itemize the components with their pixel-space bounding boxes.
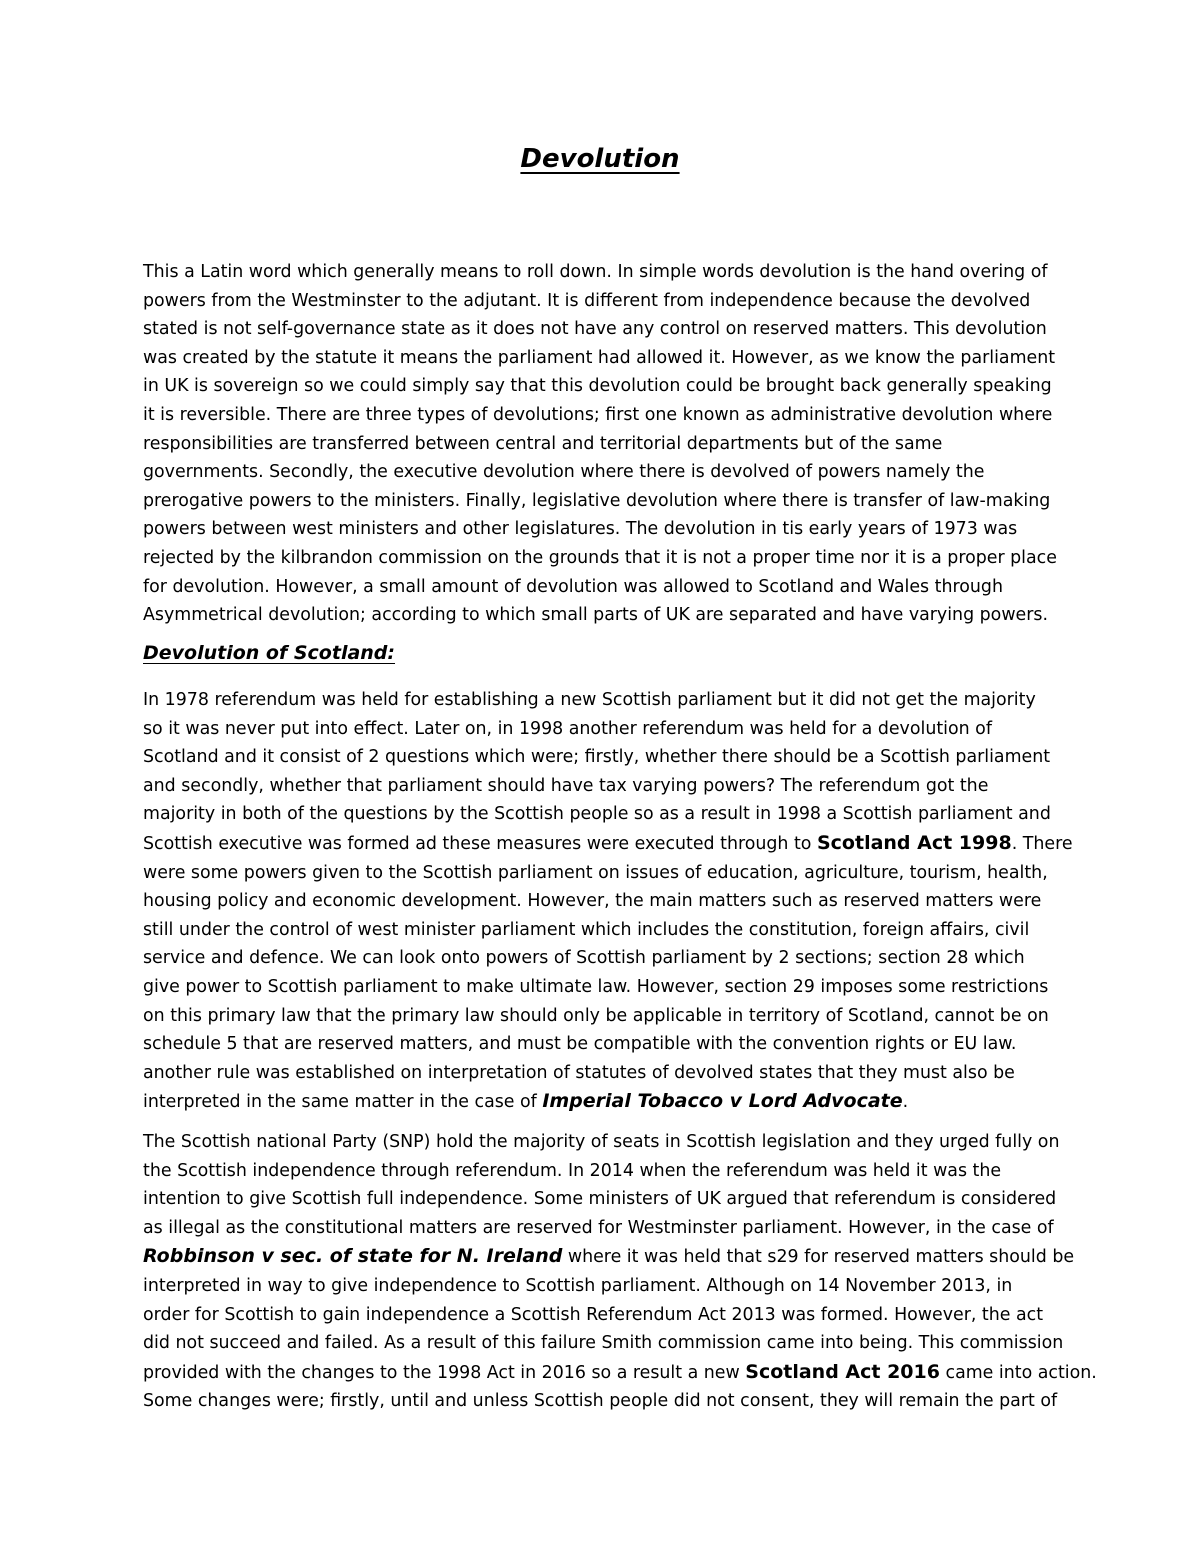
case-reference: Imperial Tobacco v Lord Advocate (542, 1090, 903, 1113)
paragraph-line: The Scottish national Party (SNP) hold the majority of seats in Scottish legislation and they urged fully on (143, 1132, 1060, 1152)
paragraph-line: In 1978 referendum was held for establishing a new Scottish parliament but it did not get the majority (143, 690, 1036, 710)
paragraph-line: was created by the statute it means the parliament had allowed it. However, as we know the parliament (143, 347, 1056, 368)
paragraph-line: were some powers given to the Scottish parliament on issues of education, agriculture, tourism, health, (143, 862, 1048, 883)
paragraph-line: powers between west ministers and other legislatures. The devolution in tis early years of 1973 was (143, 519, 1018, 540)
case-reference: Robbinson v sec. of state for N. Ireland (143, 1245, 563, 1268)
paragraph-line: intention to give Scottish full independence. Some ministers of UK argued that referendum is considered (143, 1189, 1057, 1210)
line-text: . There (1011, 833, 1073, 854)
line-text: provided with the changes to the 1998 Act in 2016 so a result a new (143, 1362, 746, 1383)
paragraph-line: This a Latin word which generally means to roll down. In simple words devolution is the hand overing of (143, 262, 1048, 282)
paragraph-line: so it was never put into effect. Later on, in 1998 another referendum was held for a devolution of (143, 718, 992, 739)
line-text: interpreted in the same matter in the case of (143, 1092, 543, 1113)
paragraph-line: another rule was established on interpretation of statutes of devolved states that they must also be (143, 1062, 1015, 1083)
line-text: came into action. (939, 1362, 1097, 1383)
snp-paragraph (143, 1128, 1097, 1416)
paragraph-line: in UK is sovereign so we could simply say that this devolution could be brought back generally speaking (143, 376, 1052, 397)
statute-reference: Scotland Act 2016 (745, 1360, 940, 1383)
paragraph-line (143, 1242, 1075, 1272)
paragraph-line: stated is not self-governance state as it does not have any control on reserved matters. This devolution (143, 319, 1047, 340)
paragraph-line (143, 829, 1073, 859)
intro-paragraph (143, 258, 1063, 630)
paragraph-line (143, 1087, 1063, 1117)
paragraph-line: Asymmetrical devolution; according to which small parts of UK are separated and have varying powers. (143, 605, 1048, 626)
paragraph-line: and secondly, whether that parliament should have tax varying powers? The referendum got the (143, 775, 989, 796)
line-text: where it was held that s29 for reserved matters should be (562, 1247, 1075, 1268)
paragraph-line (143, 1358, 1097, 1388)
paragraph-line: give power to Scottish parliament to make ultimate law. However, section 29 imposes some restrictions (143, 976, 1049, 997)
line-text: Scottish executive was formed ad these measures were executed through to (143, 833, 817, 854)
paragraph-line: prerogative powers to the ministers. Finally, legislative devolution where there is transfer of law-making (143, 490, 1051, 511)
scotland-paragraph (143, 686, 1073, 1117)
paragraph-line: order for Scottish to gain independence a Scottish Referendum Act 2013 was formed. However, the act (143, 1304, 1044, 1325)
paragraph-line: Some changes were; firstly, until and unless Scottish people did not consent, they will remain the part of (143, 1391, 1058, 1412)
paragraph-line: it is reversible. There are three types of devolutions; first one known as administrative devolution where (143, 404, 1053, 425)
paragraph-line: powers from the Westminster to the adjutant. It is different from independence because the devolved (143, 290, 1031, 311)
section-heading-scotland: Devolution of Scotland: (143, 642, 396, 664)
paragraph-line: still under the control of west minister parliament which includes the constitution, foreign affairs, civil (143, 919, 1030, 940)
paragraph-line: the Scottish independence through referendum. In 2014 when the referendum was held it was the (143, 1160, 1002, 1181)
paragraph-line: majority in both of the questions by the Scottish people so as a result in 1998 a Scottish parliament and (143, 804, 1051, 825)
paragraph-line: service and defence. We can look onto powers of Scottish parliament by 2 sections; section 28 which (143, 948, 1025, 969)
paragraph-line: on this primary law that the primary law should only be applicable in territory of Scotland, cannot be on (143, 1005, 1049, 1026)
paragraph-line: for devolution. However, a small amount of devolution was allowed to Scotland and Wales through (143, 576, 1003, 597)
paragraph-line: governments. Secondly, the executive devolution where there is devolved of powers namely the (143, 462, 985, 483)
paragraph-line: Scotland and it consist of 2 questions which were; firstly, whether there should be a Scottish parliament (143, 747, 1051, 768)
paragraph-line: rejected by the kilbrandon commission on the grounds that it is not a proper time nor it is a proper place (143, 547, 1057, 568)
paragraph-line: schedule 5 that are reserved matters, and must be compatible with the convention rights or EU law. (143, 1034, 1017, 1055)
paragraph-line: interpreted in way to give independence to Scottish parliament. Although on 14 November 2013, in (143, 1275, 1013, 1296)
paragraph-line: as illegal as the constitutional matters are reserved for Westminster parliament. However, in the case of (143, 1217, 1054, 1238)
document-title: Devolution (520, 144, 680, 174)
statute-reference: Scotland Act 1998 (816, 831, 1012, 854)
paragraph-line: housing policy and economic development. However, the main matters such as reserved matters were (143, 891, 1042, 912)
paragraph-line: did not succeed and failed. As a result of this failure Smith commission came into being. This commission (143, 1333, 1064, 1354)
line-text: . (902, 1092, 909, 1113)
paragraph-line: responsibilities are transferred between central and territorial departments but of the same (143, 433, 943, 454)
